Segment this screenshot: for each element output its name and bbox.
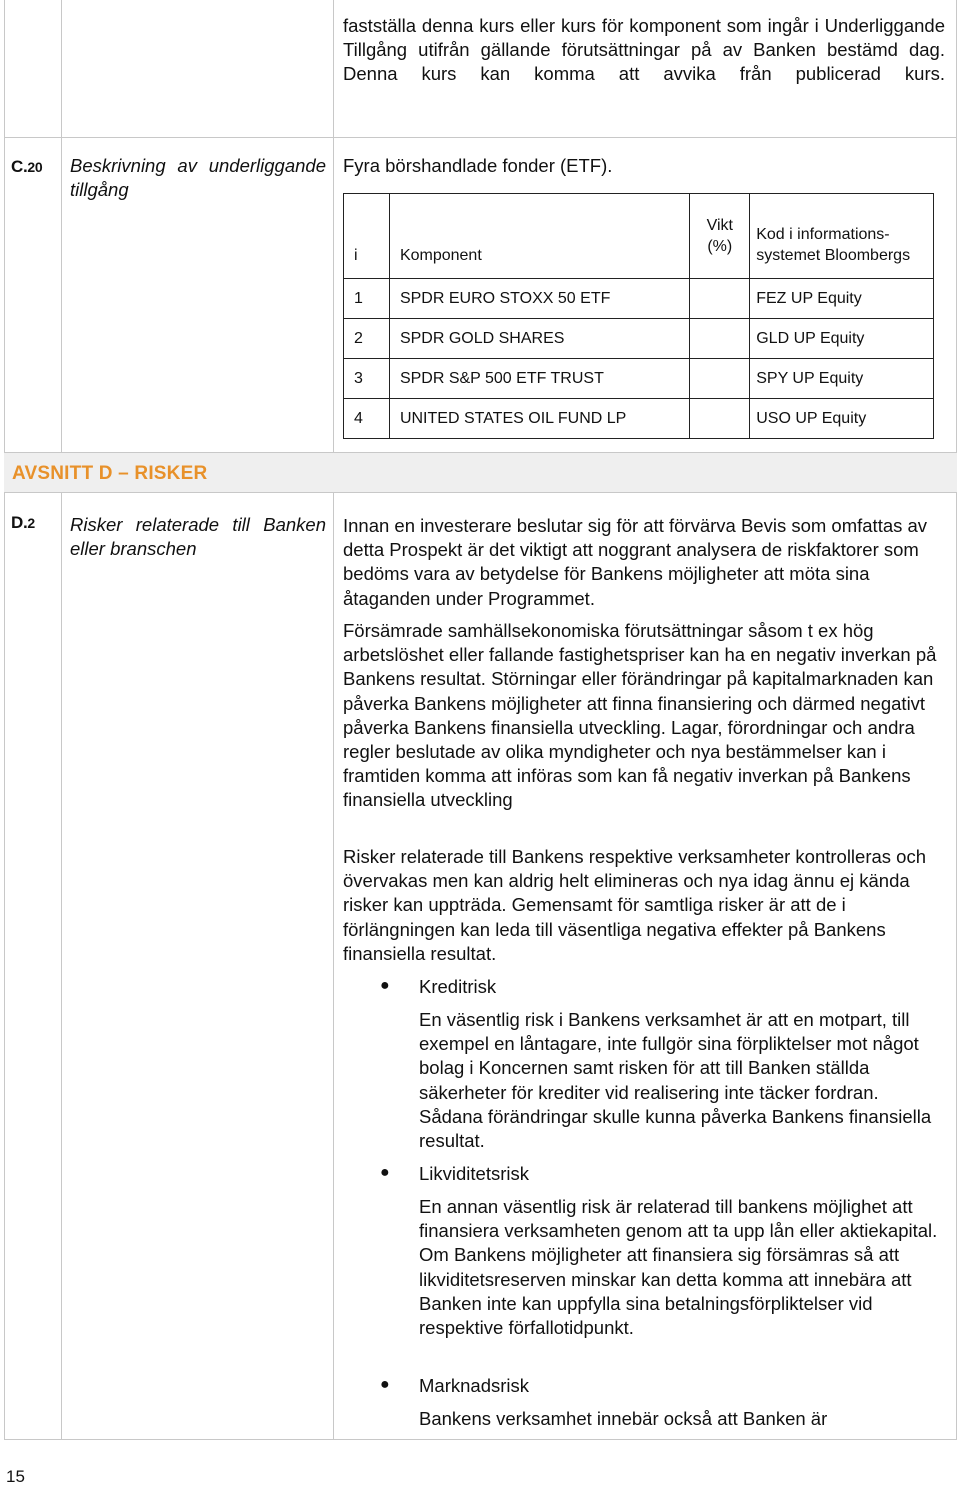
d2-paragraph-2: Försämrade samhällsekonomiska förutsättningar såsom t ex hög arbetslöshet eller fallande fastighetspriser kan ha en negativ inverkan på Bankens resultat. Störningar eller förändringar på kapitalmarknaden kan påverka Bankens möjligheter att finna finansiering och därmed negativt påverka Bankens finansiella utveckling. Lagar, förordningar och andra regler beslutade av olika myndigheter och nya bestämmelser kan i framtiden komma att införas som kan få negativ inverkan på Bankens finansiella utveckling [343,620,937,811]
bullet-icon: ● [380,1164,390,1181]
row-divider-c20 [4,137,957,138]
cell-kod: FEZ UP Equity [750,279,934,319]
continuation-paragraph: fastställa denna kurs eller kurs för komponent som ingår i Underliggande Tillgång utifrån gällande förutsättningar på av Banken bestämd dag. Denna kurs kan komma att avvika från publicerad kurs. [343,15,945,85]
bullet-icon: ● [380,1376,390,1393]
page-number: 15 [6,1467,25,1486]
component-table [343,193,934,439]
cell-kod: SPY UP Equity [750,359,934,399]
cell-i: 4 [344,399,390,439]
cell-vikt [690,359,750,399]
d2-suffix: 2 [27,515,35,531]
c20-intro: Fyra börshandlade fonder (ETF). [343,155,613,176]
bottom-border [4,1439,957,1440]
bullet-icon: ● [380,977,390,994]
d2-paragraph-3: Risker relaterade till Bankens respektive verksamheter kontrolleras och övervakas men kan aldrig helt elimineras och nya idag ännu ej kända risker kan uppträda. Gemensamt för samtliga risker är att de i förlängningen kan leda till väsentliga negativa effekter på Bankens finansiella resultat. [343,846,927,964]
header-i: i [344,194,390,279]
c20-label: Beskrivning av underliggande tillgång [70,155,326,200]
header-komponent: Komponent [389,194,689,279]
table-row [344,319,934,359]
bullet-title-kreditrisk: Kreditrisk [419,976,497,997]
section-number-d2 [11,513,35,533]
col-divider-2 [333,0,334,452]
table-row [344,279,934,319]
cell-i: 1 [344,279,390,319]
section-number-c20 [11,157,42,177]
bullet-title-marknadsrisk: Marknadsrisk [419,1375,529,1396]
d2-label: Risker relaterade till Banken eller branschen [70,514,326,559]
bullet-text-marknadsrisk: Bankens verksamhet innebär också att Banken är [419,1408,828,1429]
d2-prefix: D. [11,513,28,532]
component-table-header [344,194,934,279]
cell-vikt [690,319,750,359]
cell-komponent: UNITED STATES OIL FUND LP [389,399,689,439]
col-divider-1b [61,493,62,1440]
cell-vikt [690,279,750,319]
cell-komponent: SPDR GOLD SHARES [389,319,689,359]
d2-paragraph-1: Innan en investerare beslutar sig för att förvärva Bevis som omfattas av detta Prospekt är det viktigt att noggrant analysera de riskfaktorer som bedöms vara av betydelse för Bankens möjligheter att möta sina åtaganden under Programmet. [343,515,928,609]
outer-left-border [4,0,5,1440]
section-title: AVSNITT D – RISKER [12,463,208,484]
table-row [344,399,934,439]
header-vikt: Vikt (%) [690,194,750,279]
outer-right-border [956,0,957,1440]
cell-i: 3 [344,359,390,399]
col-divider-1 [61,0,62,452]
table-row [344,359,934,399]
cell-kod: USO UP Equity [750,399,934,439]
col-divider-2b [333,493,334,1440]
c20-prefix: C. [11,157,28,176]
cell-i: 2 [344,319,390,359]
bullet-title-likviditetsrisk: Likviditetsrisk [419,1163,529,1184]
cell-vikt [690,399,750,439]
cell-komponent: SPDR EURO STOXX 50 ETF [389,279,689,319]
header-kod: Kod i informations-systemet Bloombergs [750,194,934,279]
c20-suffix: 20 [27,159,43,175]
section-header-bar [4,452,957,493]
bullet-text-kreditrisk: En väsentlig risk i Bankens verksamhet är att en motpart, till exempel en låntagare, inte fullgör sina förpliktelser mot något bolag i Koncernen samt risken för att till Banken ställda säkerheter för krediter vid realisering inte täcker fordran. Sådana förändringar skulle kunna påverka Bankens finansiella resultat. [419,1009,932,1152]
cell-komponent: SPDR S&P 500 ETF TRUST [389,359,689,399]
cell-kod: GLD UP Equity [750,319,934,359]
bullet-text-likviditetsrisk: En annan väsentlig risk är relaterad till bankens möjlighet att finansiera verksamheten genom att ta upp lån eller aktiekapital. Om Bankens möjligheter att finansiera sig försämras så att likviditetsreserven minskar kan detta komma att innebära att Banken inte kan uppfylla sina betalningsförpliktelser vid respektive förfallotidpunkt. [419,1196,938,1339]
